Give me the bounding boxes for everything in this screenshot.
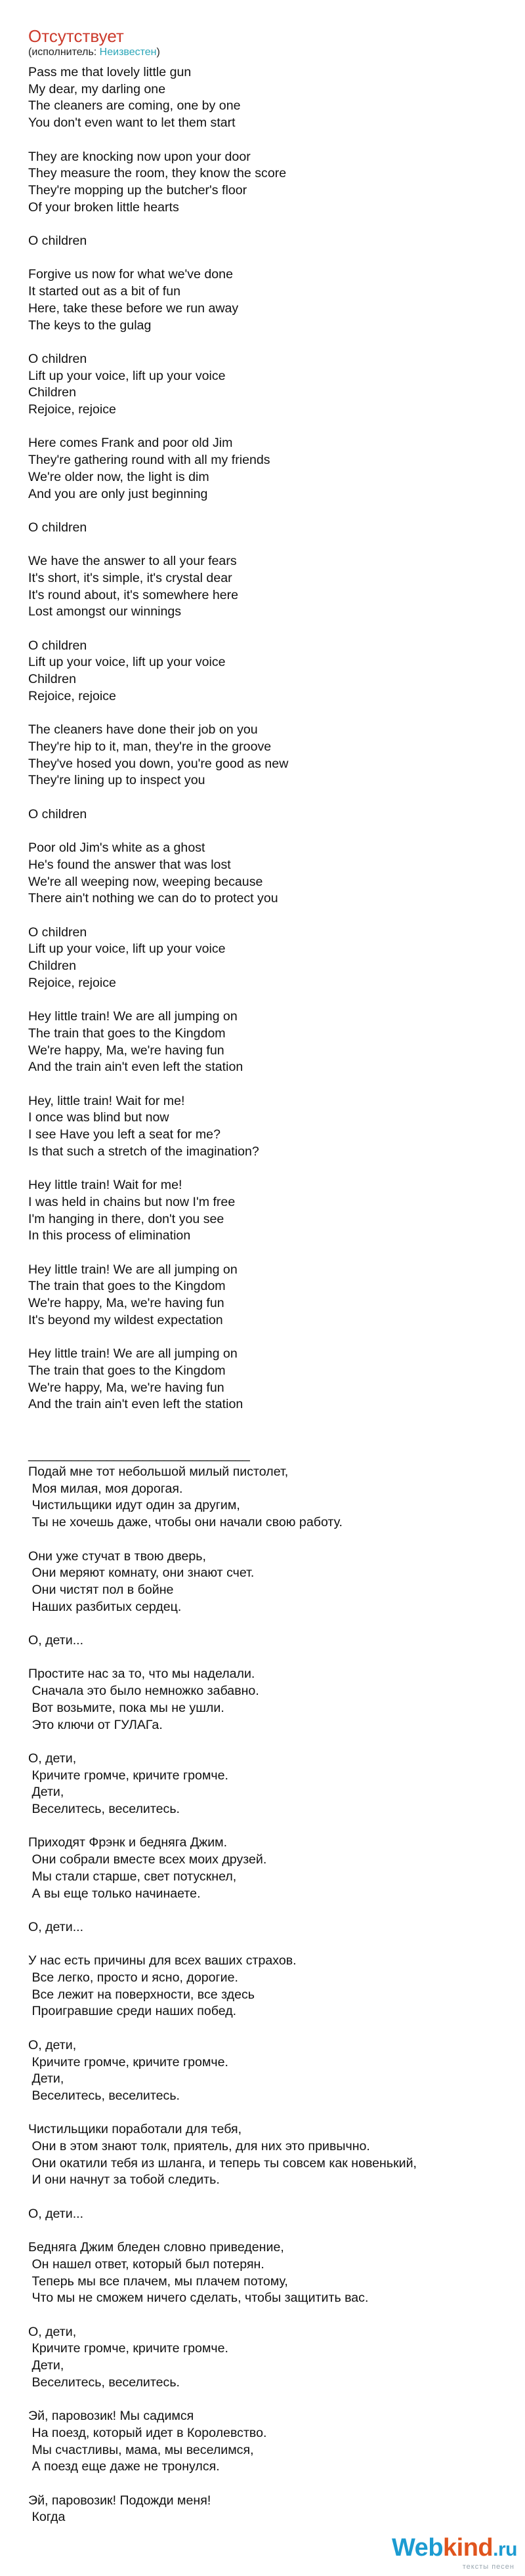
lyric-line: Hey little train! Wait for me! [28, 1178, 182, 1193]
lyric-line: Is that such a stretch of the imagination? [28, 1144, 259, 1159]
lyrics-text [28, 64, 501, 2526]
lyric-line: Children [28, 385, 76, 400]
lyric-line: Простите нас за то, что мы наделали. [28, 1667, 255, 1682]
lyric-line: Of your broken little hearts [28, 199, 179, 215]
lyric-line: There ain't nothing we can do to protect you [28, 891, 278, 906]
lyric-line: Lift up your voice, lift up your voice [28, 942, 226, 957]
lyric-line: The cleaners have done their job on you [28, 722, 258, 737]
lyric-line: Бедняга Джим бледен словно приведение, [28, 2240, 284, 2255]
lyric-line: Children [28, 959, 76, 974]
song-page [28, 26, 501, 2526]
lyric-line: It's beyond my wildest expectation [28, 1312, 223, 1327]
lyric-line: У нас есть причины для всех ваших страхов. [28, 1953, 297, 1968]
lyric-line: And you are only just beginning [28, 486, 208, 501]
lyric-line: Ты не хочешь даже, чтобы они начали свою работу. [28, 1515, 343, 1530]
stanza-break [28, 419, 501, 436]
lyric-line: We're happy, Ma, we're having fun [28, 1380, 224, 1395]
artist-link[interactable]: Неизвестен [99, 47, 157, 58]
lyric-line: Это ключи от ГУЛАГа. [28, 1717, 163, 1732]
lyric-line: In this process of elimination [28, 1228, 191, 1243]
lyric-line: They are knocking now upon your door [28, 149, 251, 164]
lyric-line: The train that goes to the Kingdom [28, 1279, 226, 1294]
lyric-line: We're happy, Ma, we're having fun [28, 1043, 224, 1058]
lyric-line: А вы еще только начинаете. [28, 1886, 201, 1901]
lyric-line: Мы счастливы, мама, мы веселимся, [28, 2442, 254, 2457]
stanza-break [28, 991, 501, 1008]
lyric-line: Вот возьмите, пока мы не ушли. [28, 1700, 224, 1715]
stanza-break [28, 1076, 501, 1093]
lyric-line: Они собрали вместе всех моих друзей. [28, 1852, 267, 1867]
lyric-line: Lost amongst our winnings [28, 604, 182, 619]
stanza-break [28, 1650, 501, 1667]
artist-suffix: ) [156, 47, 160, 58]
stanza-break [28, 1413, 501, 1430]
lyric-line: They're lining up to inspect you [28, 773, 205, 788]
lyric-line: Моя милая, моя дорогая. [28, 1481, 183, 1496]
lyric-line: Все лежит на поверхности, все здесь [28, 1987, 255, 2002]
stanza-break [28, 250, 501, 267]
lyric-line: Веселитесь, веселитесь. [28, 2088, 180, 2103]
lyric-line: We're happy, Ma, we're having fun [28, 1296, 224, 1311]
lyric-line: Сначала это было немножко забавно. [28, 1684, 259, 1699]
lyric-line: O children [28, 520, 87, 535]
webkind-logo[interactable] [365, 2534, 517, 2572]
lyric-line: And the train ain't even left the station [28, 1397, 243, 1412]
lyric-line: Теперь мы все плачем, мы плачем потому, [28, 2274, 288, 2289]
stanza-break [28, 1430, 501, 1447]
brand-part-kind: kind [443, 2534, 494, 2562]
lyric-line: Rejoice, rejoice [28, 688, 116, 703]
lyric-line: I'm hanging in there, don't you see [28, 1211, 224, 1226]
stanza-break [28, 216, 501, 233]
lyric-line: It's short, it's simple, it's crystal dear [28, 570, 232, 585]
stanza-break [28, 1531, 501, 1548]
stanza-break [28, 823, 501, 840]
lyric-line: И они начнут за тобой следить. [28, 2172, 220, 2188]
lyric-line: Проигравшие среди наших побед. [28, 2004, 237, 2019]
lyric-line: Hey little train! We are all jumping on [28, 1346, 238, 1361]
lyric-line: Что мы не сможем ничего сделать, чтобы защитить вас. [28, 2291, 369, 2306]
brand-part-ru: .ru [493, 2539, 517, 2560]
lyric-line: Pass me that lovely little gun [28, 65, 192, 79]
lyric-line: And the train ain't even left the station [28, 1060, 243, 1075]
lyric-line: _______________________________ [28, 1447, 250, 1463]
stanza-break [28, 1615, 501, 1632]
lyric-line: It started out as a bit of fun [28, 284, 180, 299]
lyric-line: Forgive us now for what we've done [28, 267, 233, 282]
artist-line [28, 46, 501, 59]
stanza-break [28, 1160, 501, 1177]
lyric-line: We're older now, the light is dim [28, 469, 209, 484]
lyric-line: Here, take these before we run away [28, 301, 239, 316]
lyric-line: They're mopping up the butcher's floor [28, 182, 247, 197]
lyric-line: Hey, little train! Wait for me! [28, 1093, 185, 1108]
lyric-line: Эй, паровозик! Мы садимся [28, 2409, 194, 2424]
lyric-line: Они меряют комнату, они знают счет. [28, 1566, 255, 1581]
lyric-line: O children [28, 351, 87, 366]
stanza-break [28, 334, 501, 351]
lyric-line: Чистильщики поработали для тебя, [28, 2122, 242, 2137]
stanza-break [28, 1818, 501, 1835]
lyric-line: Дети, [28, 1785, 64, 1800]
lyric-line: Here comes Frank and poor old Jim [28, 436, 233, 451]
stanza-break [28, 2476, 501, 2493]
lyric-line: О, дети... [28, 1633, 84, 1648]
stanza-break [28, 1734, 501, 1751]
lyric-line: Чистильщики идут один за другим, [28, 1498, 240, 1513]
lyric-line: Подай мне тот небольшой милый пистолет, [28, 1465, 289, 1480]
stanza-break [28, 2189, 501, 2206]
lyric-line: The train that goes to the Kingdom [28, 1363, 226, 1378]
stanza-break [28, 132, 501, 149]
stanza-break [28, 503, 501, 520]
brand-tagline: тексты песен [462, 2563, 514, 2571]
stanza-break [28, 2105, 501, 2122]
lyric-line: We have the answer to all your fears [28, 554, 237, 569]
lyric-line: Кричите громче, кричите громче. [28, 2341, 228, 2356]
lyric-line: The train that goes to the Kingdom [28, 1026, 226, 1041]
lyric-line: Веселитесь, веселитесь. [28, 2375, 180, 2390]
brand-wordmark [392, 2534, 517, 2562]
lyric-line: They're gathering round with all my friends [28, 453, 270, 468]
lyric-line: Мы стали старше, свет потускнел, [28, 1869, 237, 1884]
lyric-line: I once was blind but now [28, 1110, 169, 1125]
lyric-line: We're all weeping now, weeping because [28, 874, 263, 889]
lyric-line: The keys to the gulag [28, 318, 152, 333]
lyric-line: Они уже стучат в твою дверь, [28, 1548, 206, 1564]
stanza-break [28, 1245, 501, 1262]
lyric-line: Когда [28, 2510, 66, 2525]
stanza-break [28, 1936, 501, 1953]
lyric-line: I see Have you left a seat for me? [28, 1127, 220, 1142]
lyric-line: Rejoice, rejoice [28, 402, 116, 417]
lyric-line: Они в этом знают толк, приятель, для них это привычно. [28, 2139, 370, 2154]
lyric-line: O children [28, 234, 87, 248]
stanza-break [28, 2307, 501, 2324]
stanza-break [28, 1329, 501, 1346]
stanza-break [28, 705, 501, 722]
lyric-line: О, дети... [28, 1919, 84, 1934]
lyric-line: O children [28, 924, 87, 940]
stanza-break [28, 2020, 501, 2037]
lyric-line: Children [28, 672, 76, 687]
lyric-line: He's found the answer that was lost [28, 857, 231, 872]
lyric-line: O children [28, 638, 87, 653]
lyric-line: О, дети, [28, 1751, 77, 1766]
stanza-break [28, 2223, 501, 2240]
lyric-line: Приходят Фрэнк и бедняга Джим. [28, 1835, 228, 1850]
lyric-line: На поезд, который идет в Королевство. [28, 2425, 267, 2440]
stanza-break [28, 621, 501, 638]
lyric-line: Эй, паровозик! Подожди меня! [28, 2493, 211, 2508]
lyric-line: Hey little train! We are all jumping on [28, 1009, 238, 1024]
song-title: Отсутствует [28, 26, 124, 46]
lyric-line: My dear, my darling one [28, 81, 166, 96]
lyric-line: Дети, [28, 2071, 64, 2087]
lyric-line: They measure the room, they know the score [28, 166, 287, 181]
lyric-line: The cleaners are coming, one by one [28, 98, 241, 114]
stanza-break [28, 907, 501, 924]
lyric-line: Кричите громче, кричите громче. [28, 1768, 228, 1783]
stanza-break [28, 789, 501, 806]
lyric-line: You don't even want to let them start [28, 115, 236, 131]
lyric-line: О, дети... [28, 2206, 84, 2221]
lyric-line: Lift up your voice, lift up your voice [28, 368, 226, 383]
artist-prefix: (исполнитель: [28, 47, 100, 58]
lyric-line: Rejoice, rejoice [28, 975, 116, 990]
lyric-line: Poor old Jim's white as a ghost [28, 841, 205, 856]
lyric-line: Наших разбитых сердец. [28, 1599, 182, 1614]
lyric-line: Кричите громче, кричите громче. [28, 2054, 228, 2069]
lyric-line: They've hosed you down, you're good as new [28, 756, 289, 771]
lyric-line: О, дети, [28, 2037, 77, 2052]
brand-part-web: Web [392, 2534, 444, 2562]
lyric-line: Они окатили тебя из шланга, и теперь ты совсем как новенький, [28, 2155, 417, 2171]
lyric-line: Он нашел ответ, который был потерян. [28, 2256, 264, 2272]
lyric-line: Они чистят пол в бойне [28, 1582, 174, 1597]
lyric-line: Hey little train! We are all jumping on [28, 1262, 238, 1277]
lyric-line: O children [28, 806, 87, 821]
stanza-break [28, 537, 501, 554]
lyric-line: I was held in chains but now I'm free [28, 1194, 236, 1209]
lyric-line: Веселитесь, веселитесь. [28, 1802, 180, 1817]
lyric-line: Все легко, просто и ясно, дорогие. [28, 1970, 238, 1985]
lyric-line: Lift up your voice, lift up your voice [28, 655, 226, 670]
stanza-break [28, 1902, 501, 1919]
lyric-line: It's round about, it's somewhere here [28, 587, 239, 602]
lyric-line: А поезд еще даже не тронулся. [28, 2459, 220, 2474]
lyric-line: О, дети, [28, 2324, 77, 2339]
stanza-break [28, 2392, 501, 2409]
lyric-line: They're hip to it, man, they're in the groove [28, 739, 272, 754]
lyric-line: Дети, [28, 2358, 64, 2373]
